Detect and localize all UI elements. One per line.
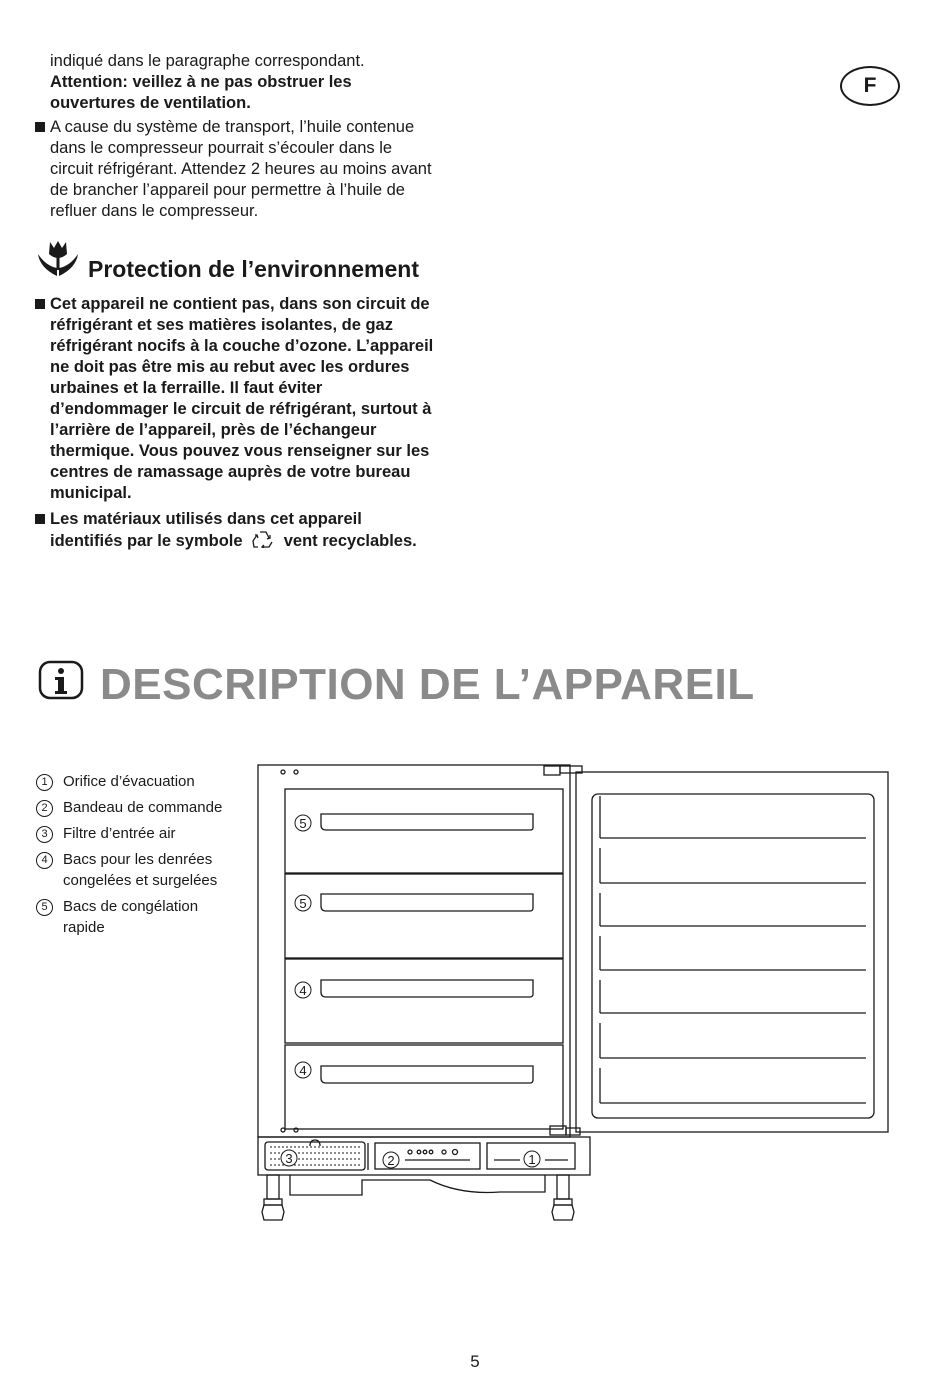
legend-label: Filtre d’entrée air xyxy=(63,825,176,842)
legend-label xyxy=(63,849,217,891)
legend-number: 1 xyxy=(36,774,53,791)
language-badge: F xyxy=(840,66,900,106)
transport-line: de brancher l’appareil pour permettre à l’huile de xyxy=(50,181,405,199)
diagram-label-filter: 3 xyxy=(285,1151,293,1166)
environment-heading: Protection de l’environnement xyxy=(88,256,419,282)
diagram-label-drawer: 4 xyxy=(299,1063,307,1078)
diagram-label-drawer: 5 xyxy=(299,816,307,831)
environment-line: réfrigérant et ses matières isolantes, de gaz xyxy=(50,316,393,334)
legend-label-line: congelées et surgelées xyxy=(63,872,218,889)
transport-paragraph xyxy=(50,117,432,222)
legend-number: 3 xyxy=(36,826,53,843)
legend-item xyxy=(36,896,198,938)
environment-paragraph xyxy=(50,294,433,504)
transport-line: circuit réfrigérant. Attendez 2 heures au moins avant xyxy=(50,160,432,178)
legend-item xyxy=(36,771,195,792)
recycling-line1: Les matériaux utilisés dans cet appareil xyxy=(50,510,362,528)
drawer xyxy=(285,959,563,1043)
recycling-line2 xyxy=(50,530,417,552)
environment-line: réfrigérant nocifs à la couche d’ozone. L’appareil xyxy=(50,337,434,355)
drawer xyxy=(285,874,563,958)
bullet-marker xyxy=(35,299,45,309)
description-heading: DESCRIPTION DE L’APPAREIL xyxy=(100,660,755,709)
diagram-label-drain: 1 xyxy=(528,1152,536,1167)
legend-item xyxy=(36,823,176,844)
diagram-label-drawer: 5 xyxy=(299,896,307,911)
tulip-icon xyxy=(36,238,80,278)
info-icon xyxy=(38,660,84,702)
environment-line: thermique. Vous pouvez vous renseigner sur les xyxy=(50,442,430,460)
recycling-text-start: identifiés par le symbole xyxy=(50,532,243,550)
legend-item xyxy=(36,849,217,891)
environment-line: urbaines et la ferraille. Il faut éviter xyxy=(50,379,323,397)
transport-line: refluer dans le compresseur. xyxy=(50,202,259,220)
legend-label: Bandeau de commande xyxy=(63,799,223,816)
bullet-marker xyxy=(35,514,45,524)
intro-text: indiqué dans le paragraphe correspondant. xyxy=(50,52,365,70)
environment-line: d’endommager le circuit de réfrigérant, surtout à xyxy=(50,400,432,418)
legend-number: 5 xyxy=(36,899,53,916)
environment-line: ne doit pas être mis au rebut avec les ordures xyxy=(50,358,410,376)
legend-number: 4 xyxy=(36,852,53,869)
freezer-diagram xyxy=(250,755,900,1235)
recycle-icon xyxy=(251,530,275,548)
drawer xyxy=(285,1045,563,1129)
legend-label-line: Bacs pour les denrées xyxy=(63,851,213,868)
legend-label-line: rapide xyxy=(63,919,105,936)
bullet-marker xyxy=(35,122,45,132)
diagram-label-control-panel: 2 xyxy=(387,1153,395,1168)
transport-line: A cause du système de transport, l’huile contenue xyxy=(50,118,415,136)
door xyxy=(576,772,888,1132)
environment-line: Cet appareil ne contient pas, dans son circuit de xyxy=(50,295,430,313)
legend-label-line: Bacs de congélation xyxy=(63,898,199,915)
diagram-label-drawer: 4 xyxy=(299,983,307,998)
environment-line: l’arrière de l’appareil, près de l’échangeur xyxy=(50,421,377,439)
page-number: 5 xyxy=(470,1352,480,1371)
drawer xyxy=(285,789,563,873)
legend-number: 2 xyxy=(36,800,53,817)
legend-label: Orifice d’évacuation xyxy=(63,773,195,790)
environment-line: municipal. xyxy=(50,484,132,502)
transport-line: dans le compresseur pourrait s’écouler dans le xyxy=(50,139,393,157)
filter-grille xyxy=(265,1142,365,1170)
legend-item xyxy=(36,797,222,818)
legend-label xyxy=(63,896,198,938)
ventilation-warning-line2: ouvertures de ventilation. xyxy=(50,94,251,112)
ventilation-warning-line1: Attention: veillez à ne pas obstruer les xyxy=(50,73,352,91)
recycling-text-end: vent recyclables. xyxy=(283,532,417,550)
environment-line: centres de ramassage auprès de votre bureau xyxy=(50,463,411,481)
